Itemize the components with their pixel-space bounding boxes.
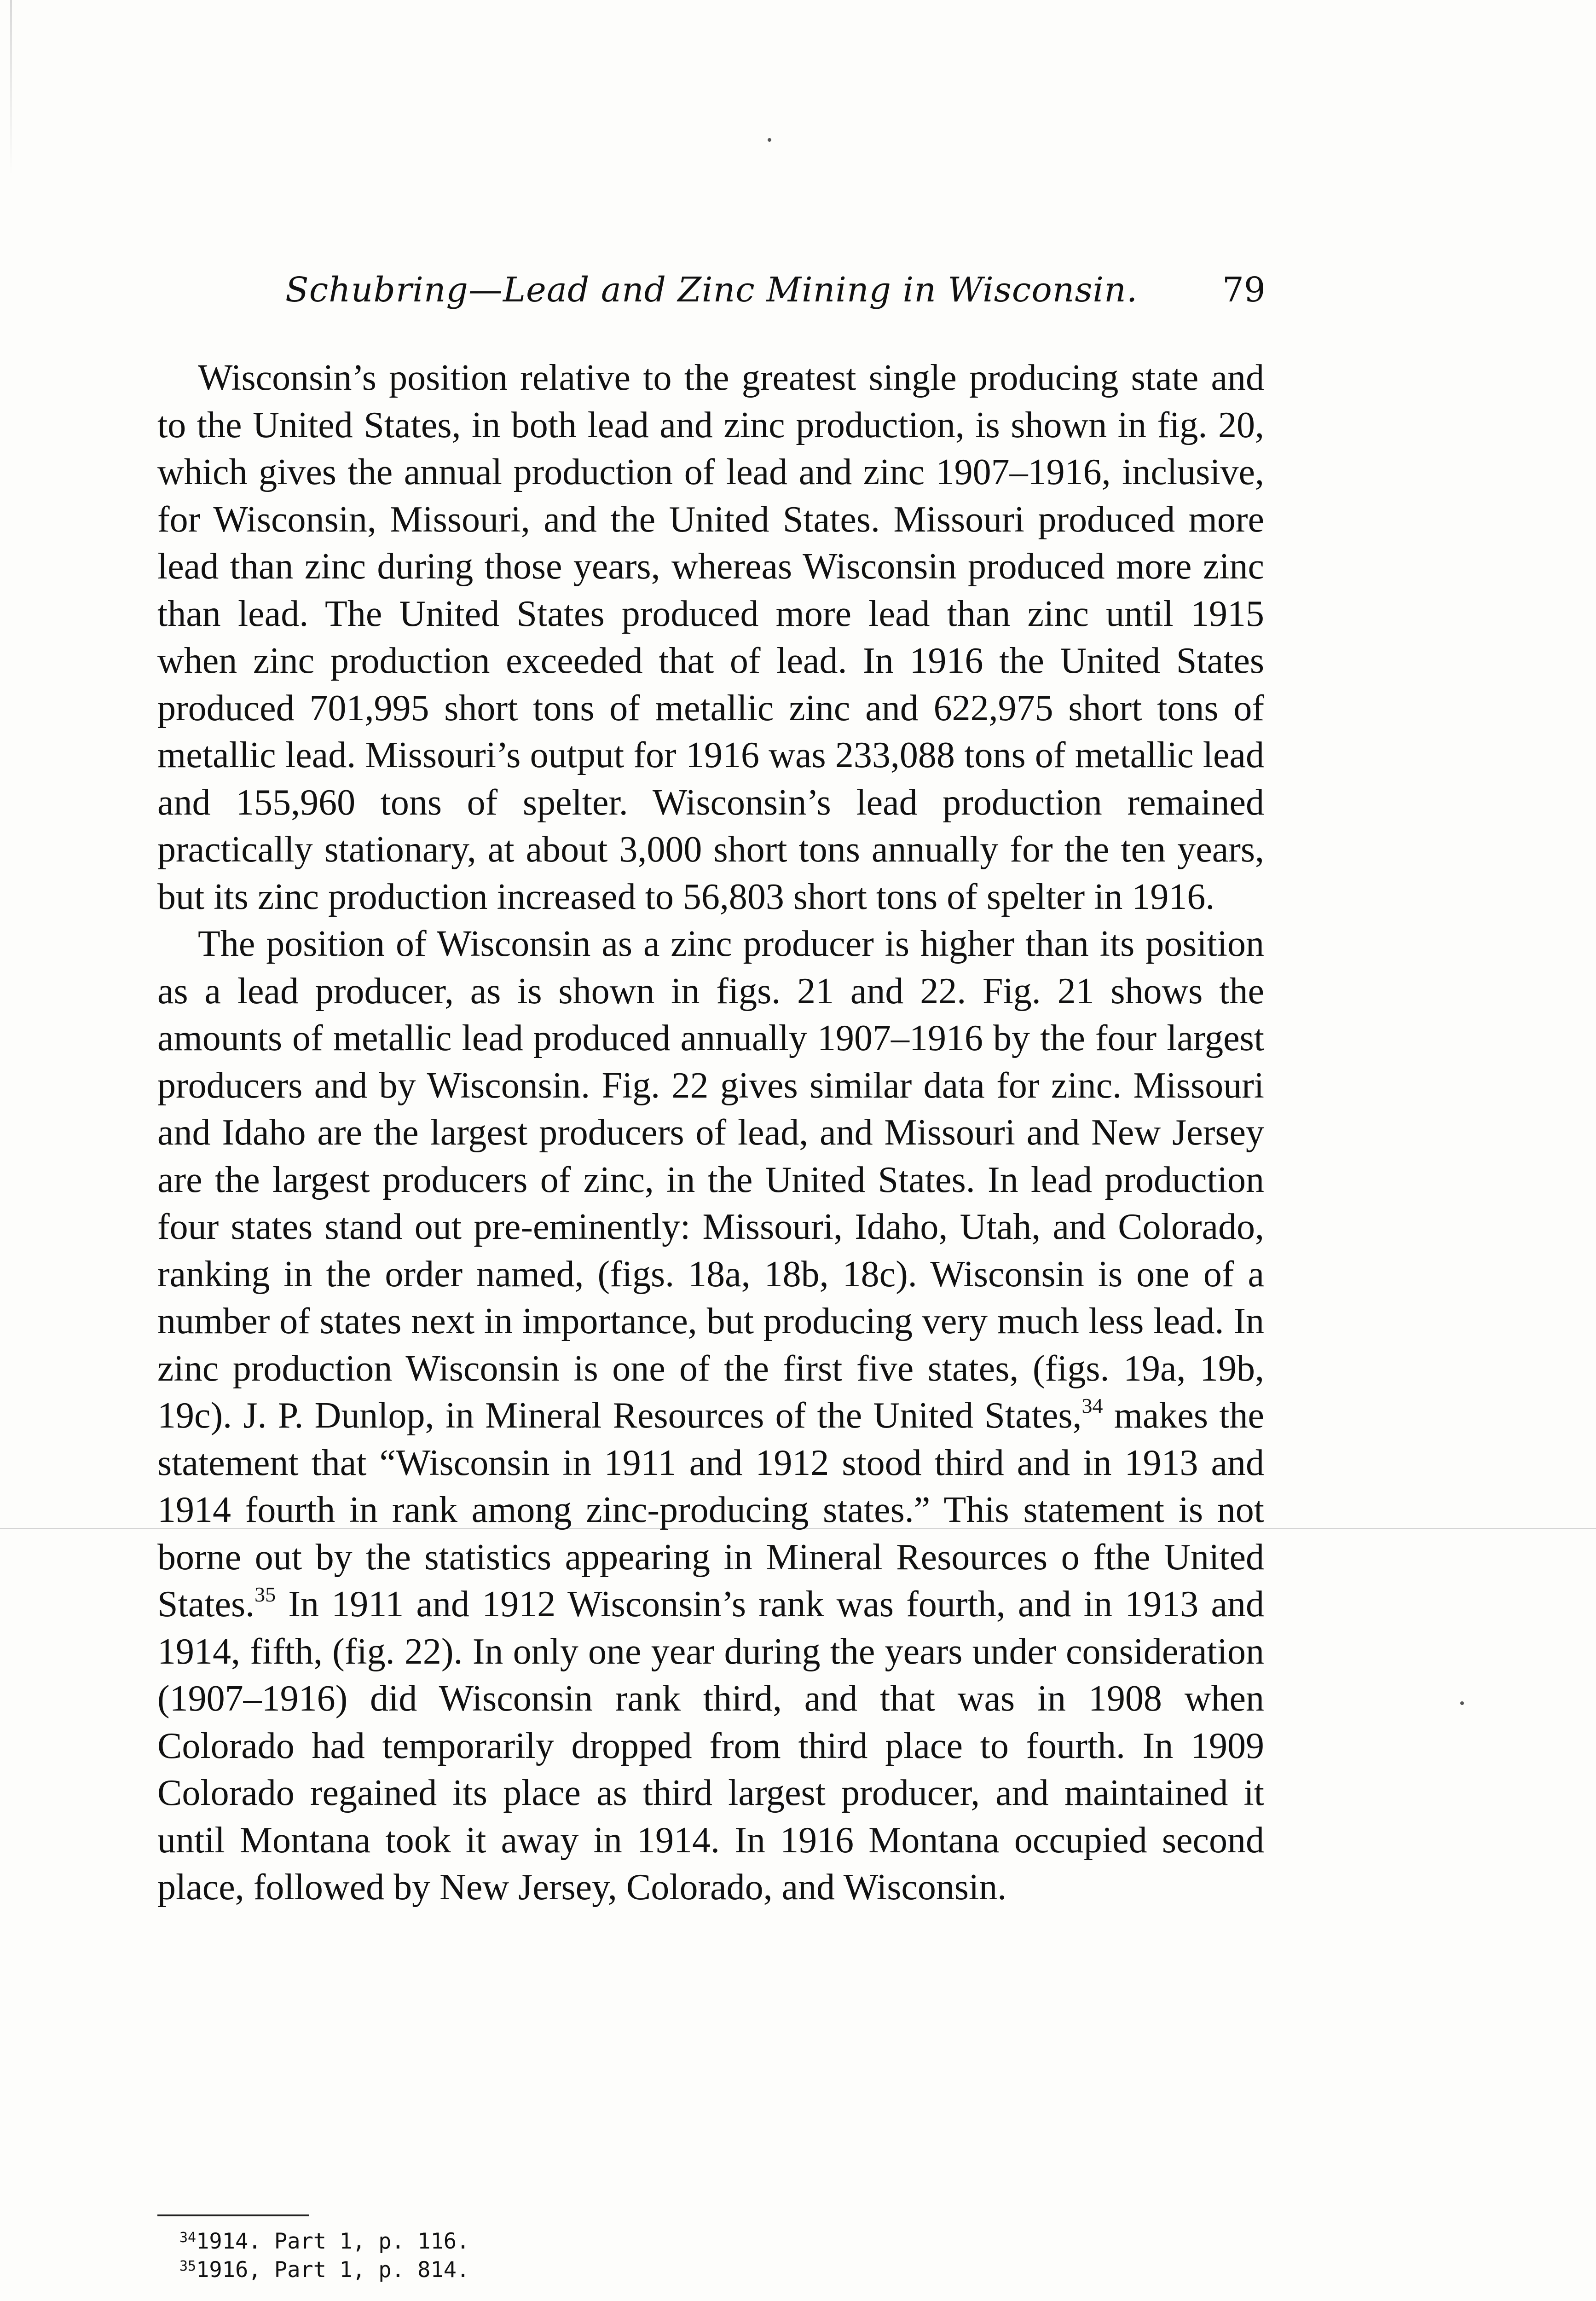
page-header (285, 265, 1266, 315)
paragraph-2-text-b: makes the statement that “Wisconsin in 1911 and 1912 stood third and in 1913 and 1914 fourth in rank among zinc-producing states.” This statement is not borne out by the statistics appearing in Mineral Resources o fthe United States. (157, 1395, 1264, 1625)
footnote-ref-35: 35 (254, 1583, 276, 1606)
footnote-35 (179, 2256, 732, 2284)
footnote-rule (157, 2214, 309, 2216)
footnote-text: 1914. Part 1, p. 116. (196, 2229, 470, 2254)
footnote-marker: 34 (179, 2230, 197, 2246)
paragraph-2-text-a: The position of Wisconsin as a zinc producer is higher than its position as a lead producer, as is shown in figs. 21 and 22. Fig. 21 shows the amounts of metallic lead produced annually 1907–1916 by the four largest producers and by Wisconsin. Fig. 22 gives similar data for zinc. Missouri and Idaho are the largest producers of lead, and Missouri and New Jersey are the largest producers of zinc, in the United States. In lead production four states stand out pre-eminently: Missouri, Idaho, Utah, and Colorado, ranking in the order named, (figs. 18a, 18b, 18c). Wisconsin is one of a number of states next in importance, but producing very much less lead. In zinc production Wisconsin is one of the first five states, (figs. 19a, 19b, 19c). J. P. Dunlop, in Mineral Resources of the United States, (157, 924, 1264, 1436)
scan-speck (768, 138, 771, 142)
body-text (157, 354, 1264, 1911)
footnote-34 (179, 2227, 732, 2256)
paragraph-2-text-c: In 1911 and 1912 Wisconsin’s rank was fourth, and in 1913 and 1914, fifth, (fig. 22). In only one year during the years under consideration (1907–1916) did Wisconsin rank third, and that was in 1908 when Colorado had temporarily dropped from third place to fourth. In 1909 Colorado regained its place as third largest producer, and maintained it until Montana took it away in 1914. In 1916 Montana occupied second place, followed by New Jersey, Colorado, and Wisconsin. (157, 1584, 1264, 1908)
paragraph-2 (157, 920, 1264, 1911)
footnote-text: 1916, Part 1, p. 814. (196, 2257, 470, 2283)
page-number: 79 (1222, 270, 1266, 310)
footnotes (179, 2227, 732, 2284)
paragraph-1: Wisconsin’s position relative to the greatest single producing state and to the United States, in both lead and zinc production, is shown in fig. 20, which gives the annual production of lead and zinc 1907–1916, inclusive, for Wisconsin, Missouri, and the United States. Missouri produced more lead than zinc during those years, whereas Wisconsin produced more zinc than lead. The United States produced more lead than zinc until 1915 when zinc production exceeded that of lead. In 1916 the United States produced 701,995 short tons of metallic zinc and 622,975 short tons of metallic lead. Missouri’s output for 1916 was 233,088 tons of metallic lead and 155,960 tons of spelter. Wisconsin’s lead production remained practically stationary, at about 3,000 short tons annually for the ten years, but its zinc production increased to 56,803 short tons of spelter in 1916. (157, 358, 1264, 917)
scan-left-edge (10, 0, 12, 175)
footnote-ref-34: 34 (1081, 1394, 1103, 1417)
scan-speck (1460, 1701, 1464, 1705)
footnote-marker: 35 (179, 2258, 197, 2274)
running-title: Schubring—Lead and Zinc Mining in Wisconsin. (285, 270, 1138, 310)
